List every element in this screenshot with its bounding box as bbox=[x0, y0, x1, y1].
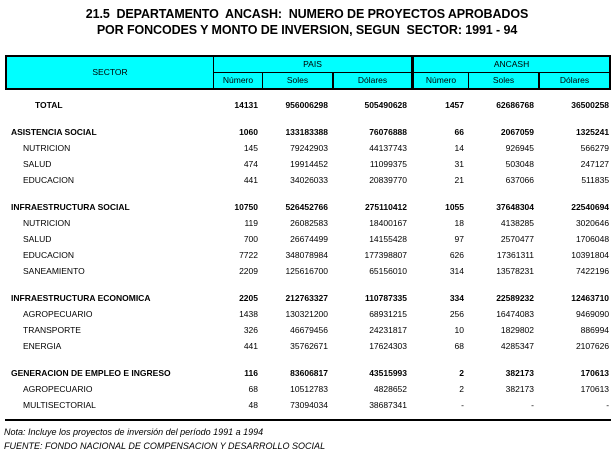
cell-value: 46679456 bbox=[290, 325, 328, 335]
cell-value: 212763327 bbox=[285, 293, 328, 303]
footer-notes bbox=[4, 425, 614, 453]
cell-value: 22589232 bbox=[496, 293, 535, 303]
cell-value: 26082583 bbox=[290, 218, 328, 228]
header-pais-numero: Número bbox=[213, 73, 262, 90]
cell-value: 1457 bbox=[445, 100, 465, 110]
cell-value: 22540694 bbox=[571, 202, 610, 212]
cell-value: 348078984 bbox=[285, 250, 328, 260]
row-label: SALUD bbox=[23, 159, 52, 169]
cell-value: 14155428 bbox=[369, 234, 408, 244]
title-line-2: POR FONCODES Y MONTO DE INVERSION, SEGUN SECTOR: 1991 - 94 bbox=[96, 23, 518, 37]
cell-value: 700 bbox=[243, 234, 258, 244]
cell-value: 48 bbox=[248, 400, 258, 410]
cell-value: 9469090 bbox=[575, 309, 610, 319]
cell-value: 68931215 bbox=[369, 309, 408, 319]
cell-value: 474 bbox=[243, 159, 258, 169]
cell-value: 31 bbox=[454, 159, 465, 169]
statistics-table bbox=[5, 55, 611, 413]
cell-value: 11099375 bbox=[369, 159, 408, 169]
table-row bbox=[5, 231, 611, 247]
cell-value: 38687341 bbox=[369, 400, 408, 410]
cell-value: 503048 bbox=[505, 159, 535, 169]
cell-value: 10750 bbox=[234, 202, 258, 212]
cell-value: 26674499 bbox=[290, 234, 328, 244]
section-spacer bbox=[5, 113, 611, 124]
cell-value: 1325241 bbox=[575, 127, 610, 137]
row-label: AGROPECUARIO bbox=[23, 309, 93, 319]
cell-value: 256 bbox=[449, 309, 465, 319]
cell-value: 66 bbox=[454, 127, 465, 137]
title-line-1: 21.5 DEPARTAMENTO ANCASH: NUMERO DE PROYECTOS APROBADOS bbox=[85, 7, 529, 21]
cell-value: 626 bbox=[449, 250, 465, 260]
cell-value: 62686768 bbox=[496, 100, 535, 110]
cell-value: 14 bbox=[454, 143, 465, 153]
cell-value: 170613 bbox=[580, 384, 610, 394]
cell-value: 19914452 bbox=[290, 159, 328, 169]
cell-value: 36500258 bbox=[571, 100, 610, 110]
header-group-row bbox=[5, 55, 611, 73]
table-row bbox=[5, 306, 611, 322]
cell-value: 17624303 bbox=[369, 341, 408, 351]
spacer-cell bbox=[5, 354, 611, 365]
page-title bbox=[0, 0, 614, 38]
cell-value: 926945 bbox=[505, 143, 535, 153]
table-row bbox=[5, 140, 611, 156]
cell-value: 441 bbox=[243, 175, 258, 185]
row-label: NUTRICION bbox=[23, 143, 71, 153]
cell-value: 1706048 bbox=[575, 234, 610, 244]
cell-value: 119 bbox=[244, 218, 258, 228]
table-row bbox=[5, 397, 611, 413]
header-pais-dolares: Dólares bbox=[332, 73, 411, 90]
cell-value: 247127 bbox=[580, 159, 610, 169]
cell-value: 1829802 bbox=[500, 325, 535, 335]
table-body bbox=[5, 90, 611, 413]
cell-value: 177398807 bbox=[364, 250, 408, 260]
cell-value: 441 bbox=[243, 341, 258, 351]
cell-value: 37648304 bbox=[496, 202, 535, 212]
table-row bbox=[5, 199, 611, 215]
cell-value: 68 bbox=[454, 341, 465, 351]
cell-value: 17361311 bbox=[496, 250, 535, 260]
cell-value: 170613 bbox=[580, 368, 610, 378]
cell-value: 133183388 bbox=[285, 127, 328, 137]
cell-value: 1060 bbox=[239, 127, 258, 137]
cell-value: 10512783 bbox=[290, 384, 328, 394]
table-row bbox=[5, 322, 611, 338]
note-text: Nota: Incluye los proyectos de inversión del período 1991 a 1994 bbox=[4, 427, 264, 437]
cell-value: 10391804 bbox=[571, 250, 610, 260]
cell-value: 2 bbox=[459, 368, 465, 378]
source-text: FUENTE: FONDO NACIONAL DE COMPENSACION Y DESARROLLO SOCIAL bbox=[4, 441, 326, 451]
table-bottom-rule bbox=[5, 419, 611, 421]
table-row bbox=[5, 215, 611, 231]
section-spacer bbox=[5, 279, 611, 290]
row-label: ASISTENCIA SOCIAL bbox=[11, 127, 97, 137]
cell-value: 7722 bbox=[239, 250, 258, 260]
table-row bbox=[5, 381, 611, 397]
cell-value: 97 bbox=[454, 234, 465, 244]
cell-value: 35762671 bbox=[290, 341, 328, 351]
cell-value: 14131 bbox=[234, 100, 258, 110]
cell-value: 13578231 bbox=[496, 266, 535, 276]
row-label: INFRAESTRUCTURA ECONOMICA bbox=[11, 293, 151, 303]
cell-value: 382173 bbox=[505, 368, 535, 378]
row-label: INFRAESTRUCTURA SOCIAL bbox=[11, 202, 130, 212]
table-row bbox=[5, 156, 611, 172]
header-group-pais: PAIS bbox=[213, 55, 411, 73]
table-row bbox=[5, 338, 611, 354]
cell-value: - bbox=[531, 400, 535, 410]
cell-value: 73094034 bbox=[290, 400, 328, 410]
cell-value: 110787335 bbox=[364, 293, 408, 303]
row-label: MULTISECTORIAL bbox=[23, 400, 96, 410]
cell-value: 2067059 bbox=[500, 127, 535, 137]
table-row bbox=[5, 365, 611, 381]
cell-value: 505490628 bbox=[364, 100, 408, 110]
cell-value: 16474083 bbox=[496, 309, 535, 319]
cell-value: 65156010 bbox=[369, 266, 408, 276]
cell-value: 2570477 bbox=[500, 234, 535, 244]
row-label: EDUCACION bbox=[23, 175, 75, 185]
cell-value: - bbox=[606, 400, 610, 410]
header-ancash-dolares: Dólares bbox=[538, 73, 611, 90]
cell-value: 43515993 bbox=[369, 368, 408, 378]
spacer-cell bbox=[5, 279, 611, 290]
cell-value: 7422196 bbox=[575, 266, 610, 276]
table-row bbox=[5, 290, 611, 306]
cell-value: 637066 bbox=[505, 175, 535, 185]
table-header bbox=[5, 55, 611, 90]
cell-value: 526452766 bbox=[285, 202, 328, 212]
row-label: GENERACION DE EMPLEO E INGRESO bbox=[11, 368, 171, 378]
cell-value: - bbox=[461, 400, 465, 410]
cell-value: 145 bbox=[243, 143, 258, 153]
cell-value: 10 bbox=[454, 325, 465, 335]
section-spacer bbox=[5, 188, 611, 199]
cell-value: 18400167 bbox=[369, 218, 408, 228]
row-label: SANEAMIENTO bbox=[23, 266, 85, 276]
cell-value: 34026033 bbox=[290, 175, 328, 185]
cell-value: 2209 bbox=[239, 266, 258, 276]
cell-value: 1438 bbox=[239, 309, 258, 319]
row-label: NUTRICION bbox=[23, 218, 71, 228]
header-ancash-numero: Número bbox=[411, 73, 468, 90]
cell-value: 2107626 bbox=[575, 341, 610, 351]
table-row bbox=[5, 124, 611, 140]
section-spacer bbox=[5, 354, 611, 365]
table-row bbox=[5, 247, 611, 263]
cell-value: 314 bbox=[449, 266, 465, 276]
header-ancash-soles: Soles bbox=[468, 73, 538, 90]
spacer-cell bbox=[5, 113, 611, 124]
cell-value: 4828652 bbox=[373, 384, 408, 394]
row-label: TOTAL bbox=[35, 100, 63, 110]
row-label: TRANSPORTE bbox=[23, 325, 81, 335]
header-sector: SECTOR bbox=[5, 55, 213, 90]
spacer-cell bbox=[5, 188, 611, 199]
cell-value: 79242903 bbox=[290, 143, 328, 153]
cell-value: 4285347 bbox=[500, 341, 535, 351]
cell-value: 116 bbox=[244, 368, 258, 378]
cell-value: 125616700 bbox=[285, 266, 328, 276]
cell-value: 4138285 bbox=[500, 218, 535, 228]
cell-value: 21 bbox=[454, 175, 465, 185]
cell-value: 12463710 bbox=[571, 293, 610, 303]
cell-value: 382173 bbox=[505, 384, 535, 394]
cell-value: 275110412 bbox=[364, 202, 408, 212]
cell-value: 566279 bbox=[580, 143, 610, 153]
cell-value: 18 bbox=[454, 218, 465, 228]
cell-value: 326 bbox=[243, 325, 258, 335]
cell-value: 2205 bbox=[239, 293, 258, 303]
cell-value: 334 bbox=[449, 293, 465, 303]
cell-value: 2 bbox=[459, 384, 465, 394]
row-label: AGROPECUARIO bbox=[23, 384, 93, 394]
cell-value: 130321200 bbox=[285, 309, 328, 319]
cell-value: 24231817 bbox=[369, 325, 408, 335]
table-row bbox=[5, 172, 611, 188]
cell-value: 76076888 bbox=[369, 127, 408, 137]
row-label: EDUCACION bbox=[23, 250, 75, 260]
header-group-ancash: ANCASH bbox=[411, 55, 611, 73]
row-label: ENERGIA bbox=[23, 341, 62, 351]
cell-value: 68 bbox=[248, 384, 258, 394]
cell-value: 44137743 bbox=[369, 143, 408, 153]
cell-value: 886994 bbox=[580, 325, 610, 335]
header-pais-soles: Soles bbox=[262, 73, 332, 90]
table-row bbox=[5, 263, 611, 279]
cell-value: 3020646 bbox=[575, 218, 610, 228]
row-label: SALUD bbox=[23, 234, 52, 244]
cell-value: 83606817 bbox=[290, 368, 328, 378]
cell-value: 511835 bbox=[581, 175, 610, 185]
cell-value: 956006298 bbox=[285, 100, 328, 110]
table-row bbox=[5, 90, 611, 113]
cell-value: 20839770 bbox=[369, 175, 408, 185]
cell-value: 1055 bbox=[445, 202, 465, 212]
